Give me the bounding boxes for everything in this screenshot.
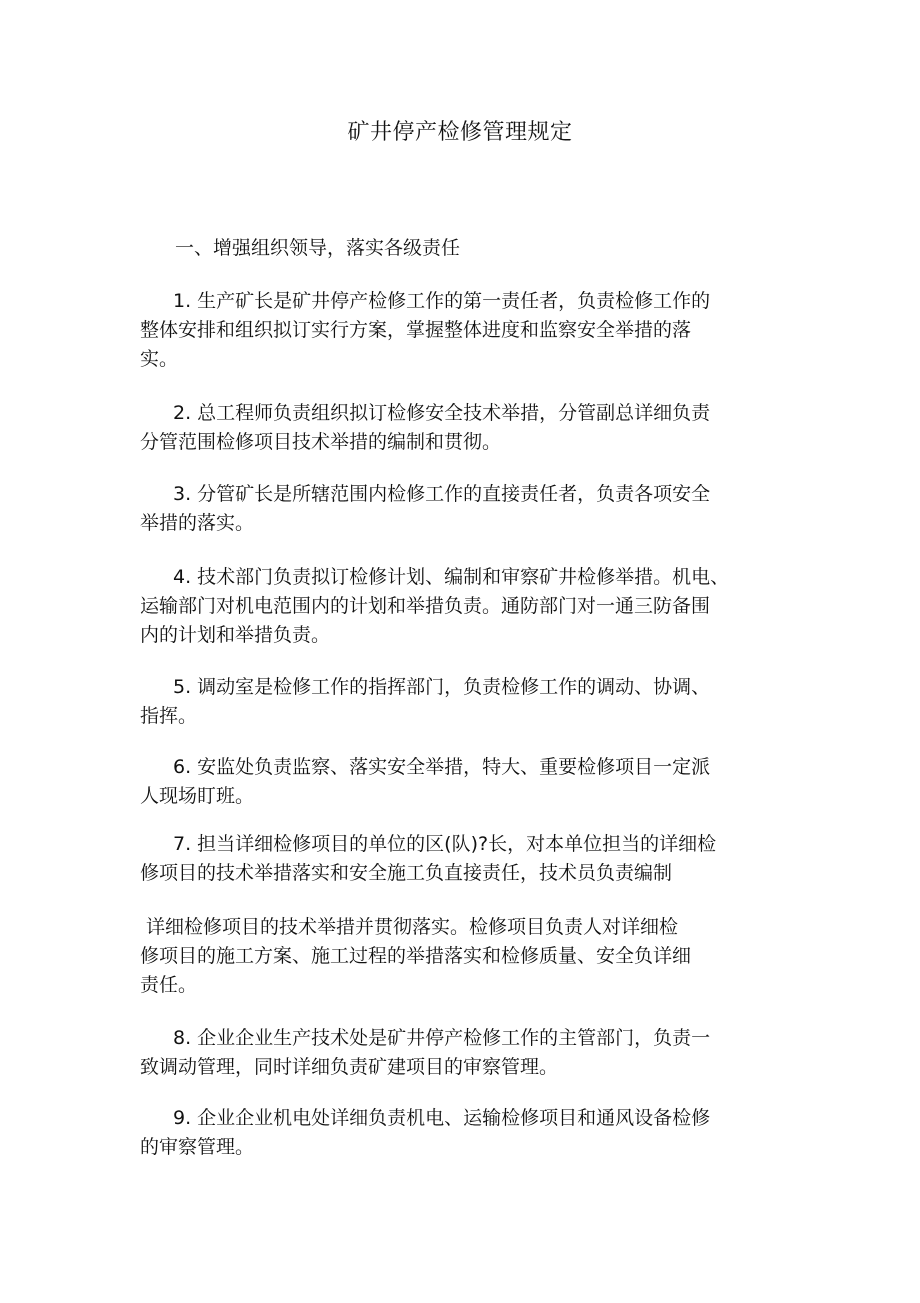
paragraph-2: 2. 总工程师负责组织拟订检修安全技术举措，分管副总详细负责 分管范围检修项目技术举措的编制和贯彻。 (140, 402, 711, 453)
paragraph-3: 3. 分管矿长是所辖范围内检修工作的直接责任者，负责各项安全 举措的落实。 (140, 483, 711, 534)
document-title: 矿井停产检修管理规定 (347, 120, 573, 145)
paragraph-8: 8. 企业企业生产技术处是矿井停产检修工作的主管部门，负责一 致调动管理，同时详细负责矿建项目的审察管理。 (140, 1027, 711, 1078)
paragraph-7: 7. 担当详细检修项目的单位的区(队)?长，对本单位担当的详细检 修项目的技术举措落实和安全施工负直接责任，技术员负责编制 (140, 833, 717, 884)
paragraph-5: 5. 调动室是检修工作的指挥部门，负责检修工作的调动、协调、 指挥。 (140, 676, 711, 727)
paragraph-9: 9. 企业企业机电处详细负责机电、运输检修项目和通风设备检修 的审察管理。 (140, 1107, 711, 1158)
paragraph-7-continued: 详细检修项目的技术举措并贯彻落实。检修项目负责人对详细检 修项目的施工方案、施工过程的举措落实和检修质量、安全负详细 责任。 (140, 916, 692, 996)
paragraph-4: 4. 技术部门负责拟订检修计划、编制和审察矿井检修举措。机电、 运输部门对机电范围内的计划和举措负责。通防部门对一通三防备围 内的计划和举措负责。 (140, 566, 730, 646)
paragraph-1: 1. 生产矿长是矿井停产检修工作的第一责任者，负责检修工作的 整体安排和组织拟订实行方案，掌握整体进度和监察安全举措的落 实。 (140, 290, 711, 370)
paragraph-6: 6. 安监处负责监察、落实安全举措，特大、重要检修项目一定派 人现场盯班。 (140, 756, 711, 807)
section-heading: 一、增强组织领导，落实各级责任 (175, 237, 461, 259)
